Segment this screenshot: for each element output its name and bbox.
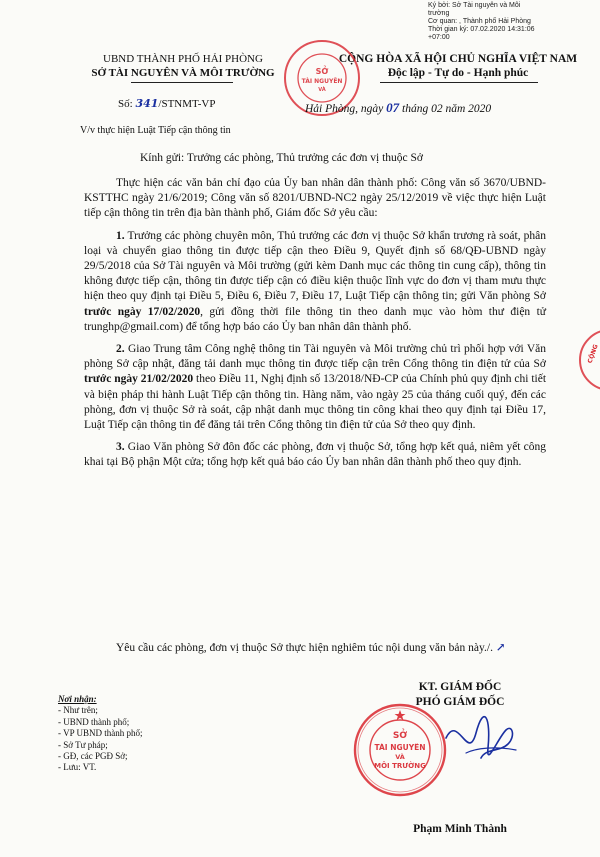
motto-line-1: CỘNG HÒA XÃ HỘI CHỦ NGHĨA VIỆT NAM	[338, 53, 578, 65]
svg-text:VÀ: VÀ	[318, 87, 326, 93]
closing-statement	[84, 640, 546, 654]
item-1-text-b: , gửi đồng thời file thông tin theo danh mục vào hòm thư điện tử trunghp@gmail.com) để tổng hợp báo cáo Ủy ban nhân dân thành phố.	[84, 305, 547, 333]
item-3-text: Giao Văn phòng Sở đôn đốc các phòng, đơn vị thuộc Sở, tổng hợp kết quả, niêm yết công khai tại Bộ phận Một cửa; tổng hợp kết quả báo cáo Ủy ban nhân dân thành phố theo quy định.	[84, 441, 546, 469]
recipient-item: - Sở Tư pháp;	[58, 739, 108, 750]
closing-text: Yêu cầu các phòng, đơn vị thuộc Sở thực hiện nghiêm túc nội dung văn bản này./.	[116, 642, 493, 654]
item-2-number: 2.	[116, 343, 125, 356]
doc-number-prefix: Số:	[118, 98, 133, 110]
recipients-list	[58, 694, 143, 774]
recipient-item: - Như trên;	[58, 705, 98, 716]
edge-seal-text: CỘNG	[586, 343, 600, 365]
item-2-text-b: theo Điều 11, Nghị định số 13/2018/NĐ-CP của Chính phủ quy định chi tiết và biện pháp thi hành Luật Tiếp cận thông tin. Hàng năm, vào ngày 25 của tháng cuối quý, đến các phòng, đơn vị thuộc Sở rà soát, cập nhật danh mục thông tin công khai theo quy định tại Điều 17, Luật Tiếp cận thông tin để đăng tải trên Cổng thông tin điện tử của Sở theo quy định.	[84, 373, 547, 432]
sig-line: trường	[428, 10, 450, 17]
signer-line-2: PHÓ GIÁM ĐỐC	[415, 696, 505, 708]
recipient-item: - GĐ, các PGĐ Sở;	[58, 751, 128, 762]
motto-line-2: Độc lập - Tự do - Hạnh phúc	[387, 67, 529, 79]
sig-line: Ký bởi: Sở Tài nguyên và Môi	[428, 2, 521, 9]
date-place: Hải Phòng, ngày	[305, 103, 384, 115]
recipient-item: - Lưu: VT.	[58, 762, 97, 773]
signer-line-1: KT. GIÁM ĐỐC	[418, 681, 502, 693]
motto-underline	[380, 82, 538, 83]
edge-seal-fragment	[578, 325, 600, 395]
agency-line-1: UBND THÀNH PHỐ HẢI PHÒNG	[103, 53, 263, 65]
sig-line: Thời gian ký: 07.02.2020 14:31:06	[428, 26, 535, 33]
recipient-line: Kính gửi: Trưởng các phòng, Thủ trưởng các đơn vị thuộc Sở	[140, 152, 424, 164]
agency-underline	[131, 82, 233, 83]
item-2-text-a: Giao Trung tâm Công nghệ thông tin Tài nguyên và Môi trường chủ trì phối hợp với Văn phòng Sở cập nhật, đăng tải danh mục thông tin được tiếp cận trên Cổng thông tin điện tử của Sở	[84, 343, 546, 371]
handwritten-signature	[436, 708, 526, 778]
digital-signature-info	[428, 2, 598, 42]
item-1-deadline: trước ngày 17/02/2020	[84, 305, 201, 318]
body-item-3	[84, 440, 546, 470]
doc-number-suffix: /STNMT-VP	[158, 98, 216, 110]
svg-text:SỞ: SỞ	[315, 67, 329, 76]
document-body	[84, 176, 546, 478]
agency-header	[58, 52, 308, 80]
subject-line: V/v thực hiện Luật Tiếp cận thông tin	[80, 125, 231, 136]
date-rest: tháng 02 năm 2020	[402, 103, 492, 115]
body-item-2	[84, 342, 546, 433]
recipient-item: - VP UBND thành phố;	[58, 728, 143, 739]
agency-line-2: SỞ TÀI NGUYÊN VÀ MÔI TRƯỜNG	[91, 67, 275, 79]
signer-name: Phạm Minh Thành	[413, 823, 507, 835]
svg-text:TÀI NGUYÊN: TÀI NGUYÊN	[301, 78, 343, 85]
seal-text: VÀ	[395, 753, 405, 761]
handwritten-mark: ↗	[495, 642, 506, 654]
seal-text: TÀI NGUYÊN	[374, 743, 426, 752]
item-3-number: 3.	[116, 441, 125, 454]
date-line	[305, 100, 491, 116]
sig-line: Cơ quan: , Thành phố Hải Phòng	[428, 18, 531, 25]
body-item-1	[84, 229, 546, 335]
doc-number-handwritten: 341	[135, 97, 159, 110]
seal-text: MÔI TRƯỜNG	[374, 762, 426, 770]
official-seal	[352, 702, 448, 798]
body-intro: Thực hiện các văn bản chỉ đạo của Ủy ban nhân dân thành phố: Công văn số 3670/UBND-KSTTHC ngày 21/6/2019; Công văn số 8201/UBND-NC2 ngày 25/12/2019 về việc thực hiện Luật tiếp cận thông tin trên địa bàn thành phố, Giám đốc Sở yêu cầu:	[84, 177, 546, 220]
item-2-deadline: trước ngày 21/02/2020	[84, 373, 194, 386]
document-number	[118, 97, 215, 110]
date-day-handwritten: 07	[386, 100, 400, 115]
recipient-item: - UBND thành phố;	[58, 716, 130, 727]
recipients-title: Nơi nhận:	[58, 694, 97, 704]
seal-text: SỞ	[392, 731, 408, 741]
item-1-text-a: Trưởng các phòng chuyên môn, Thủ trưởng các đơn vị thuộc Sở khẩn trương rà soát, phân loại và chuyển giao thông tin được tiếp cận theo Điều 9, Quyết định số 68/QĐ-UBND ngày 29/5/2018 của Sở Tài nguyên và Môi trường (gửi kèm Danh mục các thông tin cung cấp), thông tin không được tiếp cận, thông tin được tiếp cận có điều kiện thuộc lĩnh vực do đơn vị tham mưu thực hiện theo quy định tại Điều 5, Điều 6, Điều 7, Điều 17, Luật Tiếp cận thông tin; gửi Văn phòng Sở	[84, 229, 546, 303]
sig-line: +07:00	[428, 34, 450, 41]
item-1-number: 1.	[116, 229, 125, 242]
